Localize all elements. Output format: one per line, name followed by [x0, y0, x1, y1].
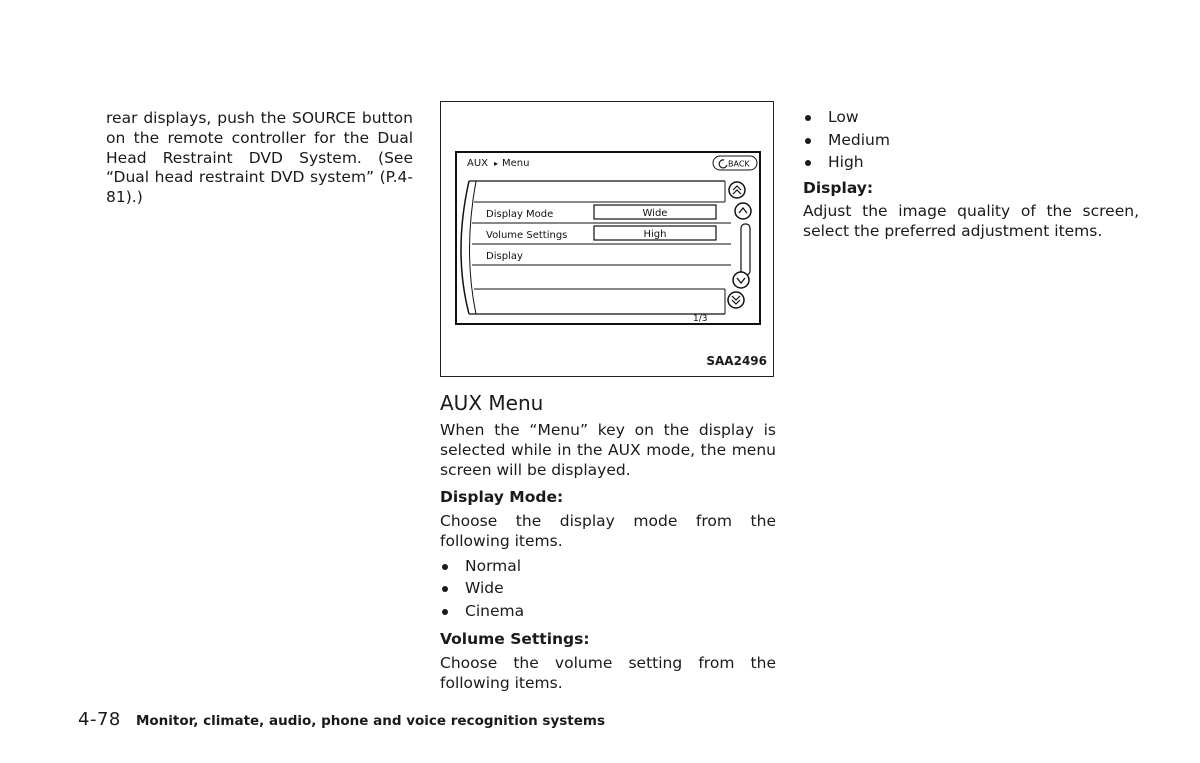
bullet-icon: [442, 564, 448, 570]
right-column: [803, 109, 1139, 242]
list-item: Medium: [803, 129, 1139, 152]
menu-row-label: Volume Settings: [486, 230, 568, 241]
menu-row-label: Display Mode: [486, 209, 554, 220]
left-column: [106, 109, 413, 208]
bullet-icon: [805, 160, 811, 166]
aux-menu-screen-illustration: [441, 102, 775, 378]
display-mode-options: [440, 555, 776, 623]
aux-menu-figure: [440, 101, 774, 377]
bullet-icon: [805, 115, 811, 121]
list-item: High: [803, 151, 1139, 174]
bullet-icon: [442, 586, 448, 592]
back-button[interactable]: [713, 156, 757, 170]
menu-row-label: Display: [486, 251, 523, 262]
chapter-title: Monitor, climate, audio, phone and voice recognition systems: [135, 713, 606, 729]
menu-row-display[interactable]: [486, 251, 523, 262]
scroll-page-down-button[interactable]: [728, 292, 744, 308]
menu-row-value: Wide: [642, 208, 668, 219]
volume-settings-heading: Volume Settings:: [440, 630, 590, 649]
back-button-label: BACK: [728, 159, 750, 169]
section-title: AUX Menu: [440, 391, 544, 415]
volume-options: [803, 106, 1139, 174]
page-indicator: 1/3: [693, 314, 708, 324]
menu-row-value: High: [643, 229, 667, 240]
list-item: Normal: [440, 555, 776, 578]
intro-paragraph: When the “Menu” key on the display is selected while in the AUX mode, the menu screen will be displayed.: [440, 421, 776, 479]
page-footer: [78, 709, 605, 730]
breadcrumb-leaf: Menu: [502, 158, 530, 169]
scroll-up-button[interactable]: [735, 203, 751, 219]
display-mode-text: Choose the display mode from the following items.: [440, 512, 776, 550]
breadcrumb-root: AUX: [467, 158, 489, 169]
middle-column: [440, 101, 776, 694]
volume-settings-text: Choose the volume setting from the following items.: [440, 654, 776, 692]
page-number: 4-78: [78, 709, 121, 730]
scroll-page-up-button[interactable]: [729, 182, 745, 198]
display-heading: Display:: [803, 178, 874, 197]
scrollbar[interactable]: [741, 224, 750, 275]
display-mode-heading: Display Mode:: [440, 488, 564, 507]
continuation-paragraph: rear displays, push the SOURCE button on the remote controller for the Dual Head Restraint DVD System. (See “Dual head restraint DVD system” (P.4-81).): [106, 109, 413, 207]
bullet-icon: [442, 609, 448, 615]
list-item: Cinema: [440, 600, 776, 623]
list-item: Wide: [440, 577, 776, 600]
scroll-down-button[interactable]: [733, 272, 749, 288]
display-text: Adjust the image quality of the screen, select the preferred adjustment items.: [803, 202, 1139, 241]
breadcrumb-separator-icon: ▸: [494, 159, 499, 168]
bullet-icon: [805, 138, 811, 144]
figure-id: SAA2496: [706, 354, 767, 369]
list-item: Low: [803, 106, 1139, 129]
